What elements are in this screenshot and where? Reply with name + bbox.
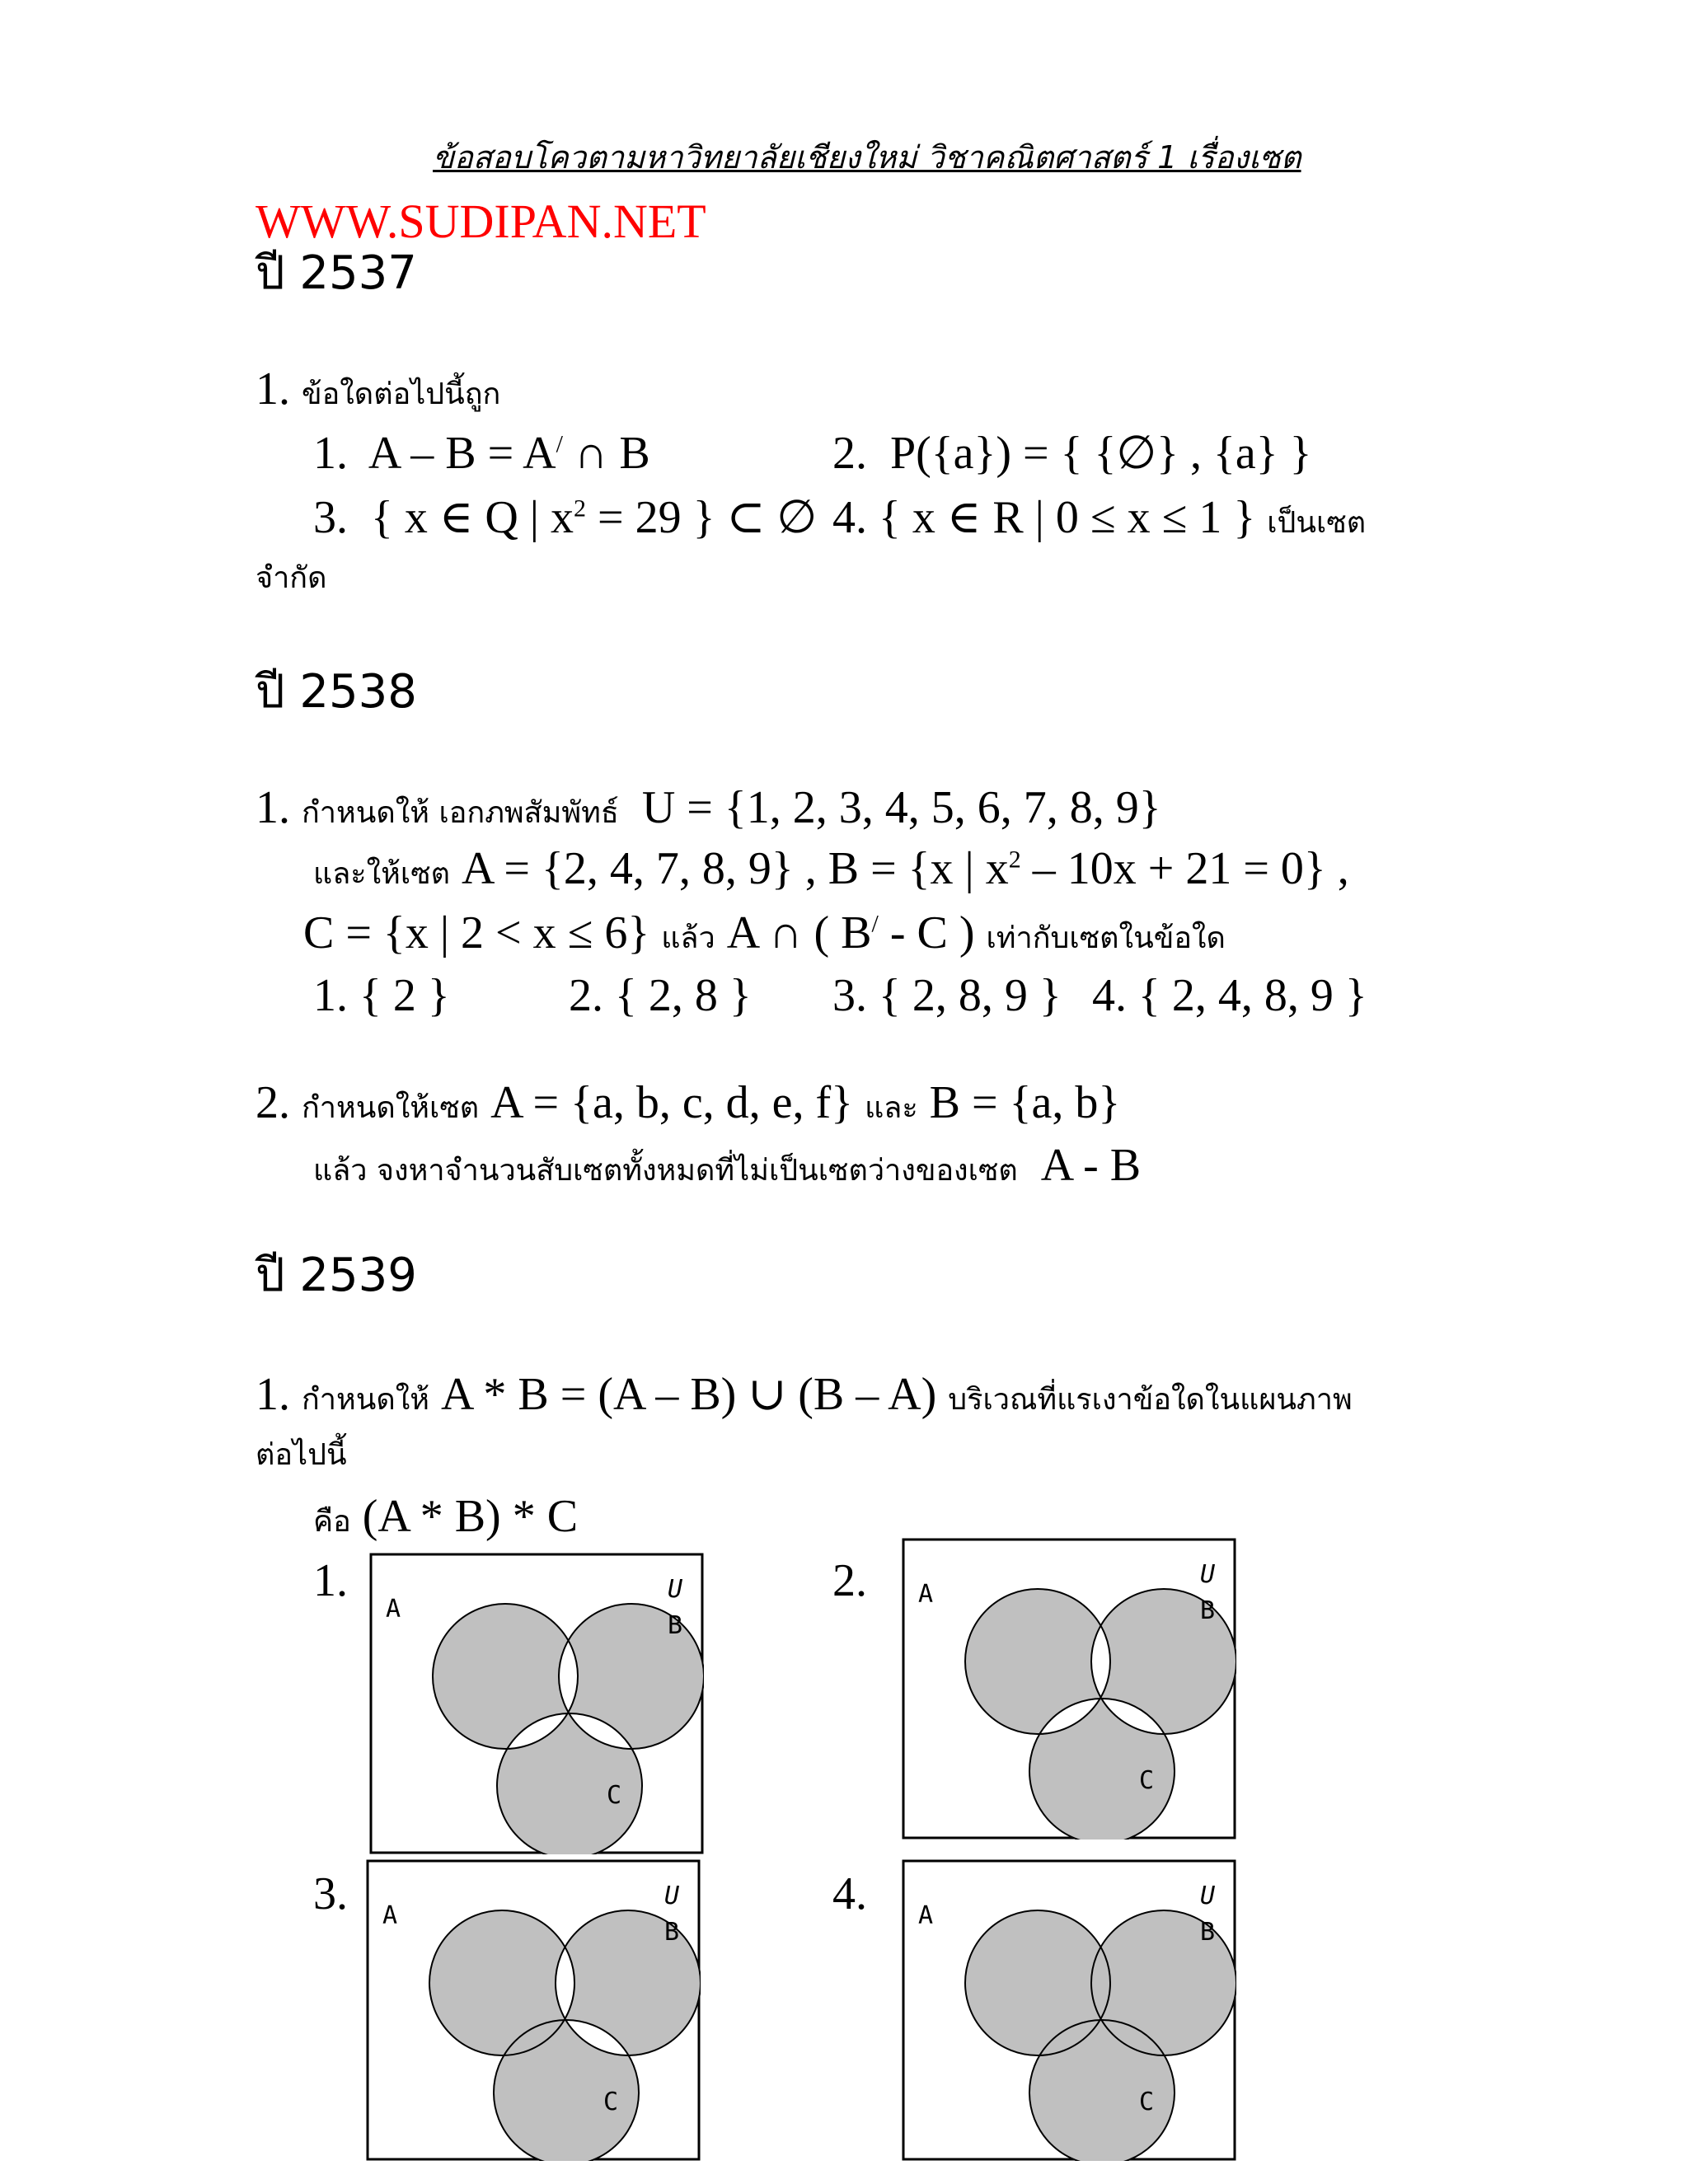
label-u: U bbox=[664, 1882, 680, 1910]
year-heading-2538: ปี 2538 bbox=[256, 665, 417, 719]
question-2539-1-line-1: 1. กำหนดให้ A * B = (A – B) ∪ (B – A) บริเวณที่แรเงาข้อใดในแผนภาพ bbox=[256, 1369, 1353, 1420]
question-2538-1-line-1: 1. กำหนดให้ เอกภพสัมพัทธ์ U = {1, 2, 3, 4, 5, 6, 7, 8, 9} bbox=[256, 782, 1161, 833]
page-title: ข้อสอบโควตามหาวิทยาลัยเชียงใหม่ วิชาคณิตศาสตร์ 1 เรื่องเซต bbox=[433, 139, 1301, 176]
venn-diagram-option-2[interactable] bbox=[902, 1538, 1236, 1840]
label-u: U bbox=[668, 1575, 683, 1604]
label-b: B bbox=[668, 1611, 683, 1640]
venn-option-4-number: 4. bbox=[832, 1868, 867, 1919]
venn-diagram-option-4[interactable] bbox=[902, 1859, 1236, 2161]
label-b: B bbox=[664, 1918, 680, 1947]
venn-option-3-number: 3. bbox=[313, 1868, 348, 1919]
question-2538-1-line-2: และให้เซต A = {2, 4, 7, 8, 9} , B = {x | $x^2 - 10x + 21 = 0$} , bbox=[313, 843, 1349, 894]
label-a: A bbox=[386, 1595, 401, 1624]
label-c: C bbox=[1139, 2088, 1155, 2116]
choice-2537-1-4: 4. { x ∈ R | 0 ≤ x ≤ 1 } เป็นเซต bbox=[832, 492, 1367, 543]
website-link[interactable]: WWW.SUDIPAN.NET bbox=[256, 194, 706, 248]
choice-2537-1-2: 2. P({a}) = { {∅} , {a} } bbox=[832, 428, 1312, 479]
label-c: C bbox=[1139, 1766, 1155, 1795]
choice-2538-1-1: 1. { 2 } bbox=[313, 970, 450, 1021]
venn-diagram-option-1[interactable] bbox=[369, 1553, 704, 1854]
question-2539-1-line-2: คือ (A * B) * C bbox=[313, 1491, 579, 1542]
question-2538-1-line-3: C = {x | 2 < x ≤ 6} แล้ว A ∩ ( B/ - C ) เท่ากับเซตในข้อใด bbox=[303, 907, 1226, 958]
venn-diagram-option-3[interactable] bbox=[366, 1859, 701, 2161]
choice-2537-1-3: 3. { x ∈ Q | $x^2 = 29$ } ⊂ ∅ bbox=[313, 492, 818, 543]
choice-2538-1-3: 3. { 2, 8, 9 } bbox=[832, 970, 1062, 1021]
label-a: A bbox=[918, 1901, 934, 1930]
label-b: B bbox=[1200, 1918, 1216, 1947]
label-a: A bbox=[918, 1580, 934, 1609]
choice-2537-1-4-wrap: จำกัด bbox=[256, 561, 327, 595]
label-b: B bbox=[1200, 1596, 1216, 1625]
label-c: C bbox=[603, 2088, 619, 2116]
question-2537-1: 1. ข้อใดต่อไปนี้ถูก bbox=[256, 363, 501, 415]
question-2539-1-wrap: ต่อไปนี้ bbox=[256, 1438, 347, 1472]
question-2538-2-line-2: แล้ว จงหาจำนวนสับเซตทั้งหมดที่ไม่เป็นเซตว่างของเซต A - B bbox=[313, 1140, 1142, 1191]
label-a: A bbox=[382, 1901, 398, 1930]
label-c: C bbox=[607, 1781, 622, 1810]
year-heading-2537: ปี 2537 bbox=[256, 246, 417, 300]
question-2538-2-line-1: 2. กำหนดให้เซต A = {a, b, c, d, e, f} และ B = {a, b} bbox=[256, 1077, 1121, 1128]
choice-2538-1-2: 2. { 2, 8 } bbox=[569, 970, 752, 1021]
venn-option-2-number: 2. bbox=[832, 1555, 867, 1606]
label-u: U bbox=[1200, 1560, 1216, 1589]
label-u: U bbox=[1200, 1882, 1216, 1910]
choice-2537-1-1: 1. A – B = A/ ∩ B bbox=[313, 428, 650, 479]
choice-2538-1-4: 4. { 2, 4, 8, 9 } bbox=[1092, 970, 1367, 1021]
year-heading-2539: ปี 2539 bbox=[256, 1249, 417, 1302]
venn-option-1-number: 1. bbox=[313, 1555, 348, 1606]
